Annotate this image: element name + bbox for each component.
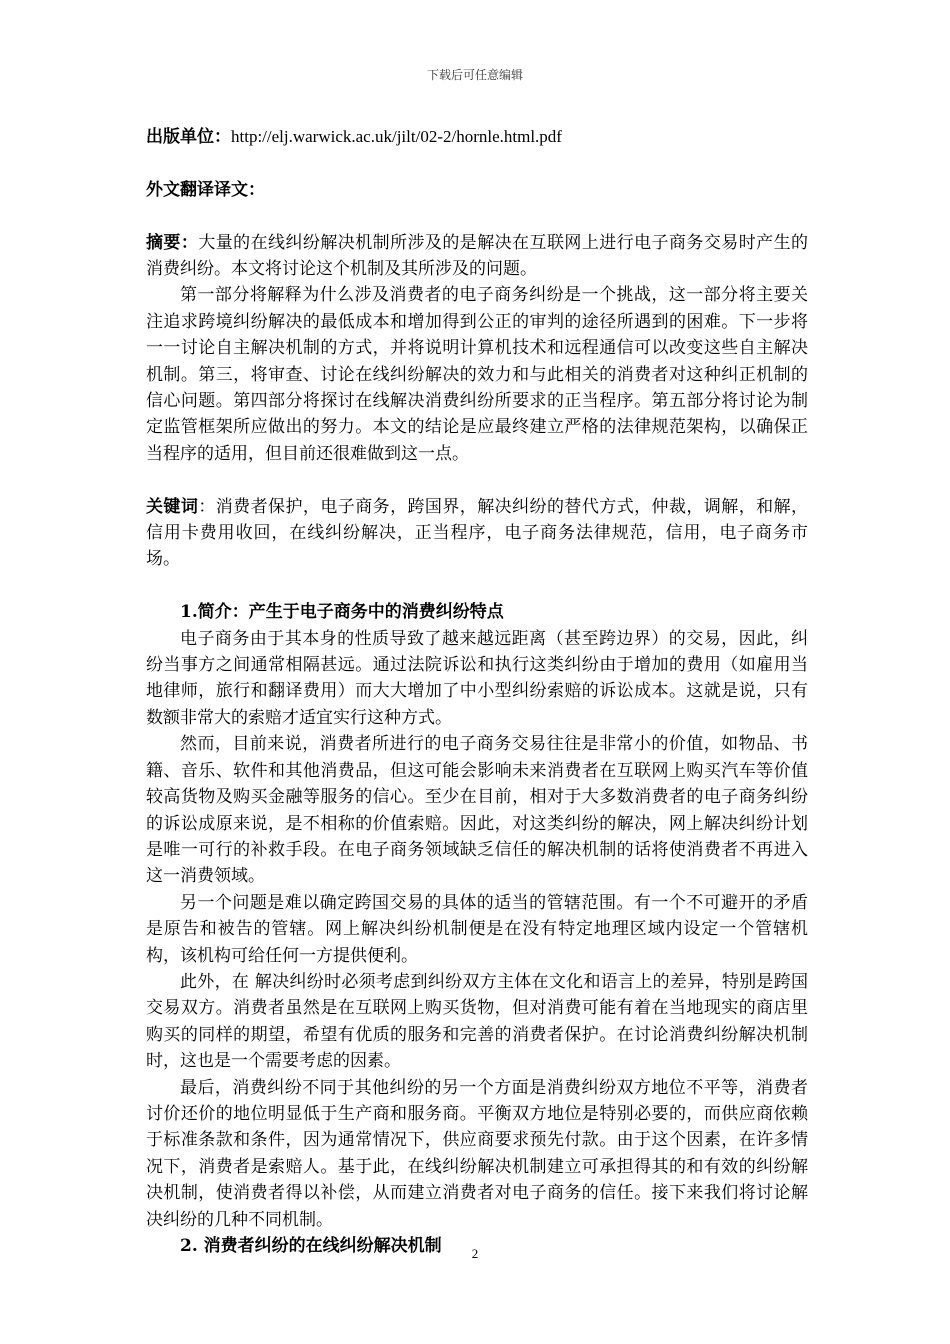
- section-1-paragraph: 最后，消费纠纷不同于其他纠纷的另一个方面是消费纠纷双方地位不平等，消费者讨价还价的地位明显低于生产商和服务商。平衡双方地位是特别必要的，而供应商依赖于标准条款和条件，因为通常情况下，供应商要求预先付款。由于这个因素，在许多情况下，消费者是索赔人。基于此，在线纠纷解决机制建立可承担得其的和有效的纠纷解决机制，使消费者得以补偿，从而建立消费者对电子商务的信任。接下来我们将讨论解决纠纷的几种不同机制。: [146, 1077, 808, 1230]
- section-2-heading: 2. 消费者纠纷的在线纠纷解决机制: [180, 1236, 442, 1256]
- section-1-paragraph: 此外，在 解决纠纷时必须考虑到纠纷双方主体在文化和语言上的差异，特别是跨国交易双方。消费者虽然是在互联网上购买货物，但对消费可能有着在当地现实的商店里购买的同样的期望，希望有优质的服务和完善的消费者保护。在讨论消费纠纷解决机制时，这也是一个需要考虑的因素。: [146, 971, 808, 1072]
- abstract-text: 大量的在线纠纷解决机制所涉及的是解决在互联网上进行电子商务交易时产生的消费纠纷。本文将讨论这个机制及其所涉及的问题。: [146, 232, 809, 279]
- page-header: 下载后可任意编辑: [426, 68, 523, 82]
- publisher-line: [146, 124, 808, 150]
- publisher-label: 出版单位：: [146, 127, 231, 147]
- section-1-paragraph: 然而，目前来说，消费者所进行的电子商务交易往往是非常小的价值，如物品、书籍、音乐、软件和其他消费品，但这可能会影响未来消费者在互联网上购买汽车等价值较高货物及购买金融等服务的信心。至少在目前，相对于大多数消费者的电子商务纠纷的诉讼成原来说，是不相称的价值索赔。因此，对这类纠纷的解决，网上解决纠纷计划是唯一可行的补救手段。在电子商务领域缺乏信任的解决机制的话将使消费者不再进入这一消费领域。: [146, 734, 808, 887]
- section-1-paragraph: 另一个问题是难以确定跨国交易的具体的适当的管辖范围。有一个不可避开的矛盾是原告和被告的管辖。网上解决纠纷机制便是在没有特定地理区域内设定一个管辖机构，该机构可给任何一方提供便利。: [146, 892, 808, 966]
- publisher-url: http://elj.warwick.ac.uk/jilt/02-2/hornle.html.pdf: [231, 127, 562, 146]
- keywords-label: 关键词: [146, 496, 199, 517]
- section-1-heading: 1.简介：产生于电子商务中的消费纠纷特点: [180, 602, 504, 623]
- spacer: [146, 573, 808, 599]
- spacer: [146, 150, 808, 176]
- keywords-paragraph: [146, 494, 808, 573]
- abstract-paragraph: [146, 230, 808, 283]
- keywords-text: ：消费者保护，电子商务，跨国界，解决纠纷的替代方式，仲裁，调解，和解，信用卡费用收回，在线纠纷解决，正当程序，电子商务法律规范，信用，电子商务市场。: [146, 496, 809, 570]
- document-body: [146, 124, 808, 1259]
- spacer: [146, 203, 808, 229]
- section-1-paragraph: 电子商务由于其本身的性质导致了越来越远距离（甚至跨边界）的交易，因此，纠纷当事方之间通常相隔甚远。通过法院诉讼和执行这类纠纷由于增加的费用（如雇用当地律师，旅行和翻译费用）而大大增加了中小型纠纷索赔的诉讼成本。这就是说，只有数额非常大的索赔才适宜实行这种方式。: [146, 628, 808, 728]
- abstract-paragraph-2: 第一部分将解释为什么涉及消费者的电子商务纠纷是一个挑战，这一部分将主要关注追求跨境纠纷解决的最低成本和增加得到公正的审判的途径所遇到的困难。下一步将一一讨论自主解决机制的方式，并将说明计算机技术和远程通信可以改变这些自主解决机制。第三，将审查、讨论在线纠纷解决的效力和与此相关的消费者对这种纠正机制的信心问题。第四部分将探讨在线解决消费纠纷所要求的正当程序。第五部分将讨论为制定监管框架所应做出的努力。本文的结论是应最终建立严格的法律规范架构，以确保正当程序的适用，但目前还很难做到这一点。: [146, 285, 808, 464]
- page-number: 2: [471, 1246, 479, 1261]
- spacer: [146, 467, 808, 493]
- abstract-label: 摘要：: [146, 232, 199, 253]
- translation-title: 外文翻译译文：: [146, 179, 265, 200]
